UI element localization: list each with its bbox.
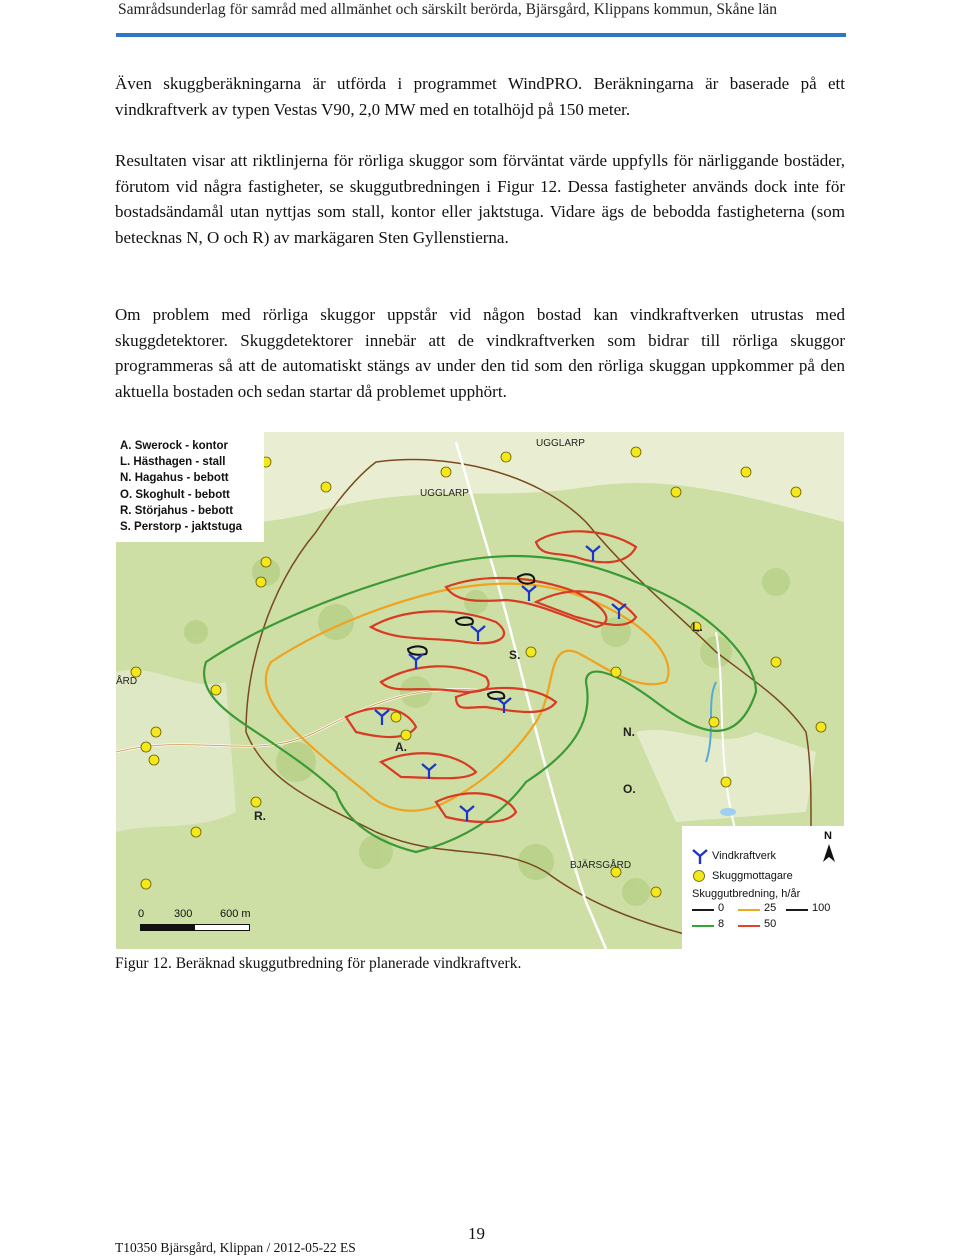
turbine-icon — [692, 848, 708, 864]
map-label-r: R. — [254, 809, 266, 823]
shadow-map-figure — [116, 432, 844, 949]
scale-tick-600: 600 m — [220, 908, 251, 920]
key-line-50 — [738, 925, 760, 927]
key-level-25: 25 — [764, 902, 777, 914]
paragraph-windpro: Även skuggberäkningarna är utförda i programmet WindPRO. Beräkningarna är baserade på ett vindkraftverk av typen Vestas V90, 2,0 MW med en totalhöjd på 150 meter. — [115, 74, 845, 119]
scale-tick-300: 300 — [174, 908, 193, 920]
legend-item-l: L. Hästhagen - stall — [120, 456, 226, 469]
legend-item-n: N. Hagahus - bebott — [120, 472, 229, 485]
receptor-icon — [692, 869, 706, 883]
north-arrow-label: N — [824, 830, 832, 842]
key-level-100: 100 — [812, 902, 831, 914]
properties-legend — [116, 432, 264, 542]
legend-item-o: O. Skoghult - bebott — [120, 488, 230, 501]
place-name-bjarsgard: BJÄRSGÅRD — [570, 860, 632, 871]
map-label-s: S. — [509, 648, 521, 662]
scale-bar-graphic — [140, 924, 250, 931]
page-number: 19 — [468, 1224, 485, 1243]
place-name-ugglarp: UGGLARP — [420, 488, 469, 499]
key-turbine-label: Vindkraftverk — [712, 850, 776, 862]
map-label-l: L. — [692, 620, 703, 634]
page-footer: T10350 Bjärsgård, Klippan / 2012-05-22 ES — [115, 1240, 356, 1255]
key-line-100 — [786, 909, 808, 911]
key-line-8 — [692, 925, 714, 927]
legend-item-s: S. Perstorp - jaktstuga — [120, 521, 243, 534]
map-key — [682, 826, 844, 949]
place-name-ard: ÅRD — [116, 676, 138, 687]
figure-caption: Figur 12. Beräknad skuggutbredning för planerade vindkraftverk. — [115, 955, 522, 972]
paragraph-detectors: Om problem med rörliga skuggor uppstår vid någon bostad kan vindkraftverken utrustas med skuggdetektorer. Skuggdetektorer innebär att de vindkraftverken som bidrar till rörliga skuggor programmeras så att de automatiskt stängs av under den tid som den rörliga skuggan uppkommer på den aktuella bostaden och sedan startar då problemet upphört. — [115, 305, 845, 401]
key-line-0 — [692, 909, 714, 911]
scale-tick-0: 0 — [138, 908, 145, 920]
legend-item-a: A. Swerock - kontor — [120, 440, 228, 452]
key-shadow-title: Skuggutbredning, h/år — [692, 888, 801, 900]
map-label-o: O. — [623, 782, 636, 796]
north-arrow-icon — [822, 844, 836, 864]
key-level-0: 0 — [718, 902, 725, 914]
map-label-a: A. — [395, 740, 407, 754]
key-level-8: 8 — [718, 918, 725, 930]
scale-bar — [128, 900, 256, 940]
place-name-ugglarp-north: UGGLARP — [536, 438, 585, 449]
paragraph-results: Resultaten visar att riktlinjerna för rörliga skuggor som förväntat värde uppfylls för närliggande bostäder, förutom vid några fastigheter, se skuggutbredningen i Figur 12. Dessa fastigheter används dock inte för bostadsändamål utan nyttjas som stall, kontor eller jaktstuga. Vidare ägs de bebodda fastigheterna (som betecknas N, O och R) av markägaren Sten Gyllenstierna. — [115, 151, 845, 247]
legend-item-r: R. Störjahus - bebott — [120, 504, 234, 517]
map-label-n: N. — [623, 725, 635, 739]
key-receptor-label: Skuggmottagare — [712, 870, 793, 882]
key-level-50: 50 — [764, 918, 777, 930]
key-line-25 — [738, 909, 760, 911]
page-header: Samrådsunderlag för samråd med allmänhet och särskilt berörda, Bjärsgård, Klippans kommun, Skåne län — [118, 1, 778, 18]
header-rule — [116, 33, 846, 37]
